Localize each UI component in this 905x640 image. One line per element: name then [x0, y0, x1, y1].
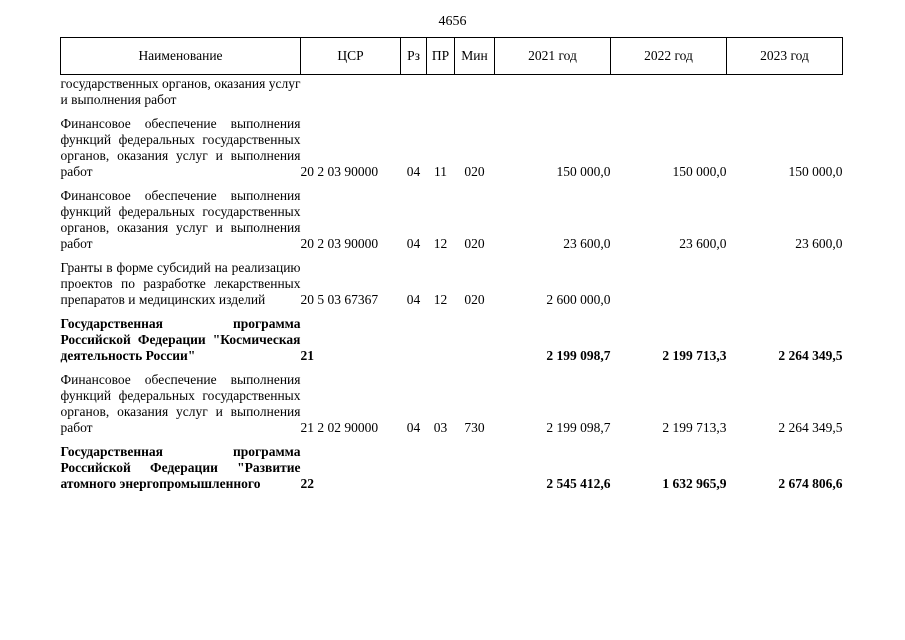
header-csr: ЦСР — [301, 38, 401, 75]
row-rz — [401, 444, 427, 492]
row-min: 020 — [464, 292, 485, 307]
table-header-row — [61, 38, 843, 75]
row-2022: 150 000,0 — [672, 164, 727, 179]
row-2023: 2 674 806,6 — [778, 476, 843, 491]
row-2021: 150 000,0 — [556, 164, 611, 179]
row-pr: 11 — [434, 164, 447, 179]
row-2021 — [495, 75, 611, 109]
row-spacer — [61, 436, 843, 444]
row-2021: 2 199 098,7 — [546, 348, 611, 363]
row-pr — [427, 316, 455, 364]
row-2023: 150 000,0 — [788, 164, 843, 179]
row-rz — [401, 316, 427, 364]
row-2023: 23 600,0 — [795, 236, 843, 251]
program-row — [61, 316, 843, 364]
table-row — [61, 75, 843, 109]
row-csr: 20 2 03 90000 — [300, 164, 379, 179]
row-2023 — [727, 260, 843, 308]
row-name: Финансовое обеспечение выполнения функций федеральных государственных органов, оказания услуг и выполнения работ — [60, 116, 301, 179]
table-row — [61, 188, 843, 252]
row-rz — [401, 75, 427, 109]
row-name: Финансовое обеспечение выполнения функций федеральных государственных органов, оказания услуг и выполнения работ — [60, 188, 301, 251]
row-csr — [301, 75, 401, 109]
page-number: 4656 — [438, 14, 467, 29]
row-2021: 2 199 098,7 — [546, 420, 611, 435]
row-2021: 2 545 412,6 — [546, 476, 611, 491]
row-2022 — [611, 260, 727, 308]
row-spacer — [61, 180, 843, 188]
program-row — [61, 444, 843, 492]
table-row — [61, 372, 843, 436]
row-min — [455, 316, 495, 364]
row-pr — [427, 444, 455, 492]
budget-table — [60, 37, 843, 492]
row-spacer — [61, 308, 843, 316]
row-min — [455, 75, 495, 109]
row-name: Гранты в форме субсидий на реализацию проектов по разработке лекарственных препаратов и медицинских изделий — [60, 260, 301, 307]
header-rz: Рз — [401, 38, 427, 75]
row-pr — [427, 75, 455, 109]
row-2023: 2 264 349,5 — [778, 348, 843, 363]
table-row — [61, 116, 843, 180]
row-min: 730 — [464, 420, 485, 435]
table-row — [61, 260, 843, 308]
header-2023: 2023 год — [727, 38, 843, 75]
row-csr: 21 — [300, 348, 314, 363]
row-rz: 04 — [406, 292, 421, 307]
row-name: Государственная программа Российской Федерации "Развитие атомного энергопромышленного — [60, 444, 301, 491]
row-name: Государственная программа Российской Федерации "Космическая деятельность России" — [60, 316, 301, 363]
row-spacer — [61, 252, 843, 260]
row-csr: 22 — [300, 476, 314, 491]
row-pr: 03 — [433, 420, 448, 435]
row-2021: 2 600 000,0 — [546, 292, 611, 307]
row-spacer — [61, 364, 843, 372]
header-min: Мин — [455, 38, 495, 75]
row-name: государственных органов, оказания услуг и выполнения работ — [60, 76, 301, 107]
row-2022: 2 199 713,3 — [662, 420, 727, 435]
row-csr: 20 2 03 90000 — [300, 236, 379, 251]
row-2022: 2 199 713,3 — [662, 348, 727, 363]
row-2022: 23 600,0 — [679, 236, 727, 251]
row-min: 020 — [464, 164, 485, 179]
header-name: Наименование — [61, 38, 301, 75]
row-2023 — [727, 75, 843, 109]
row-min: 020 — [464, 236, 485, 251]
row-rz: 04 — [406, 236, 421, 251]
row-2023: 2 264 349,5 — [778, 420, 843, 435]
row-name: Финансовое обеспечение выполнения функций федеральных государственных органов, оказания услуг и выполнения работ — [60, 372, 301, 435]
row-pr: 12 — [433, 292, 448, 307]
row-2022: 1 632 965,9 — [662, 476, 727, 491]
row-csr: 20 5 03 67367 — [300, 292, 379, 307]
row-csr: 21 2 02 90000 — [300, 420, 379, 435]
row-rz: 04 — [406, 420, 421, 435]
row-rz: 04 — [406, 164, 421, 179]
header-2022: 2022 год — [611, 38, 727, 75]
header-pr: ПР — [427, 38, 455, 75]
row-2022 — [611, 75, 727, 109]
row-min — [455, 444, 495, 492]
row-spacer — [61, 108, 843, 116]
header-2021: 2021 год — [495, 38, 611, 75]
row-2021: 23 600,0 — [563, 236, 611, 251]
row-pr: 12 — [433, 236, 448, 251]
